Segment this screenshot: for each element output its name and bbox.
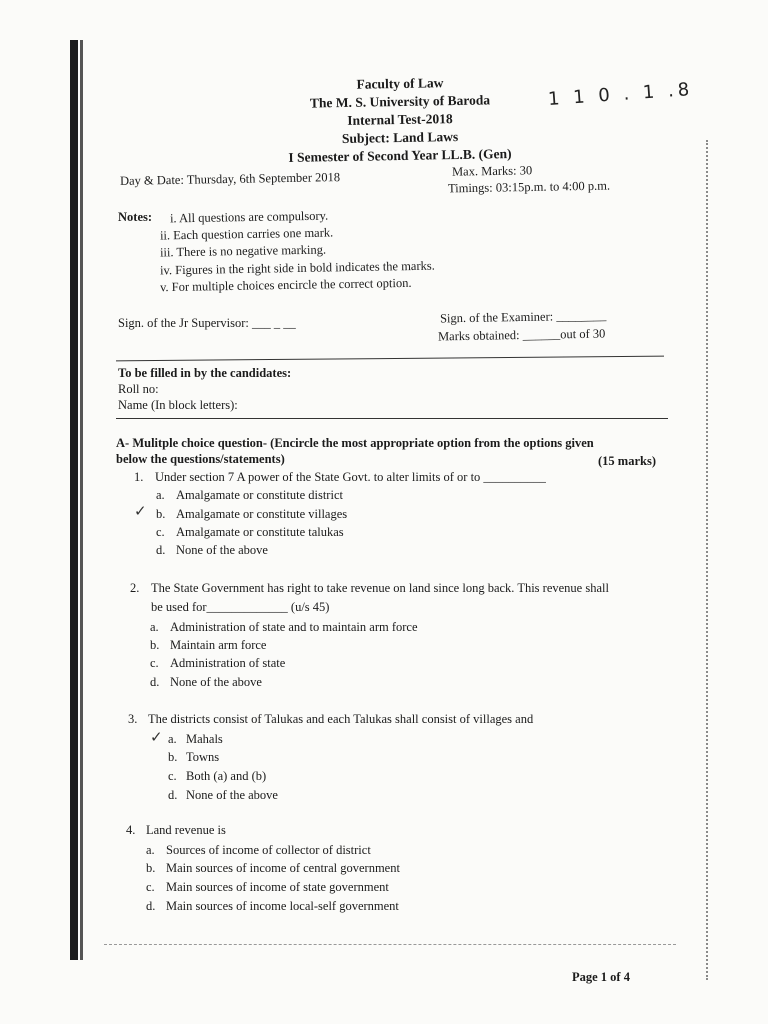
option-key: a. [156, 488, 165, 502]
section-a-marks: (15 marks) [598, 454, 656, 468]
test-heading: Internal Test-2018 [347, 111, 453, 128]
option-key: b. [156, 507, 166, 521]
option-text: Mahals [186, 732, 223, 746]
handwritten-roll-number: 1 1 0 . 1 .8 [547, 78, 694, 111]
option-key: b. [146, 861, 156, 875]
option-text: Amalgamate or constitute talukas [176, 525, 344, 539]
name-label: Name (In block letters): [118, 398, 238, 412]
divider-top [116, 356, 664, 362]
question-number: 4. [126, 823, 136, 837]
note-item: iv. Figures in the right side in bold indicates the marks. [159, 258, 435, 278]
option-text: None of the above [176, 543, 268, 557]
question-text: The districts consist of Talukas and each Talukas shall consist of villages and [148, 712, 534, 726]
max-marks: Max. Marks: 30 [451, 163, 533, 179]
option-key: d. [168, 788, 178, 802]
semester-heading: I Semester of Second Year LL.B. (Gen) [288, 146, 512, 165]
option-key: d. [156, 543, 166, 557]
marks-obtained: Marks obtained: ______out of 30 [437, 326, 606, 344]
roll-no-label: Roll no: [118, 382, 159, 396]
question-number: 3. [128, 712, 138, 726]
footer-rule [104, 944, 676, 945]
option-text: Amalgamate or constitute villages [176, 507, 348, 521]
section-a-title: A- Mulitple choice question- (Encircle the most appropriate option from the options given [116, 436, 594, 450]
tick-mark-icon: ✓ [134, 502, 147, 520]
option-key: b. [168, 750, 178, 764]
option-text: Administration of state and to maintain arm force [170, 620, 418, 634]
option-key: a. [168, 732, 177, 746]
question-number: 1. [134, 470, 144, 484]
supervisor-signature: Sign. of the Jr Supervisor: ___ _ __ [118, 316, 296, 330]
question-text-cont: be used for_____________ (u/s 45) [151, 600, 330, 614]
option-text: None of the above [186, 788, 278, 802]
option-text: Towns [186, 750, 220, 764]
option-text: Main sources of income of state government [166, 880, 389, 894]
option-key: c. [150, 656, 159, 670]
day-date: Day & Date: Thursday, 6th September 2018 [119, 170, 341, 188]
page-edge-dots [704, 140, 708, 980]
option-text: Main sources of income local-self government [166, 899, 399, 913]
option-key: d. [150, 675, 160, 689]
option-key: c. [146, 880, 155, 894]
subject-heading: Subject: Land Laws [341, 128, 459, 147]
section-a-title-cont: below the questions/statements) [116, 452, 285, 466]
university-heading: The M. S. University of Baroda [309, 92, 491, 111]
divider-bottom [116, 418, 668, 419]
option-key: c. [156, 525, 165, 539]
binding-edge [80, 40, 83, 960]
notes-label: Notes: [118, 210, 153, 224]
binding-strip [70, 40, 78, 960]
tick-mark-icon: ✓ [150, 728, 163, 746]
option-key: a. [146, 843, 155, 857]
option-key: b. [150, 638, 160, 652]
option-text: Amalgamate or constitute district [176, 488, 343, 502]
faculty-heading: Faculty of Law [356, 75, 444, 92]
option-text: Maintain arm force [170, 638, 267, 652]
option-text: None of the above [170, 675, 262, 689]
option-text: Administration of state [170, 656, 286, 670]
option-text: Main sources of income of central government [166, 861, 400, 875]
note-item: iii. There is no negative marking. [159, 242, 327, 260]
page-number: Page 1 of 4 [572, 970, 630, 984]
question-text: Under section 7 A power of the State Govt. to alter limits of or to __________ [155, 470, 546, 484]
candidate-heading: To be filled in by the candidates: [118, 366, 292, 380]
option-text: Sources of income of collector of district [166, 843, 371, 857]
note-item: v. For multiple choices encircle the correct option. [159, 275, 412, 295]
question-text: Land revenue is [146, 823, 226, 837]
timings: Timings: 03:15p.m. to 4:00 p.m. [447, 178, 611, 196]
note-item: ii. Each question carries one mark. [159, 225, 334, 243]
question-text: The State Government has right to take revenue on land since long back. This revenue shall [151, 581, 609, 595]
option-key: c. [168, 769, 177, 783]
question-number: 2. [130, 581, 140, 595]
examiner-signature: Sign. of the Examiner: ________ [439, 308, 607, 326]
option-text: Both (a) and (b) [186, 769, 267, 783]
option-key: d. [146, 899, 156, 913]
note-item: i. All questions are compulsory. [169, 208, 329, 226]
option-key: a. [150, 620, 159, 634]
